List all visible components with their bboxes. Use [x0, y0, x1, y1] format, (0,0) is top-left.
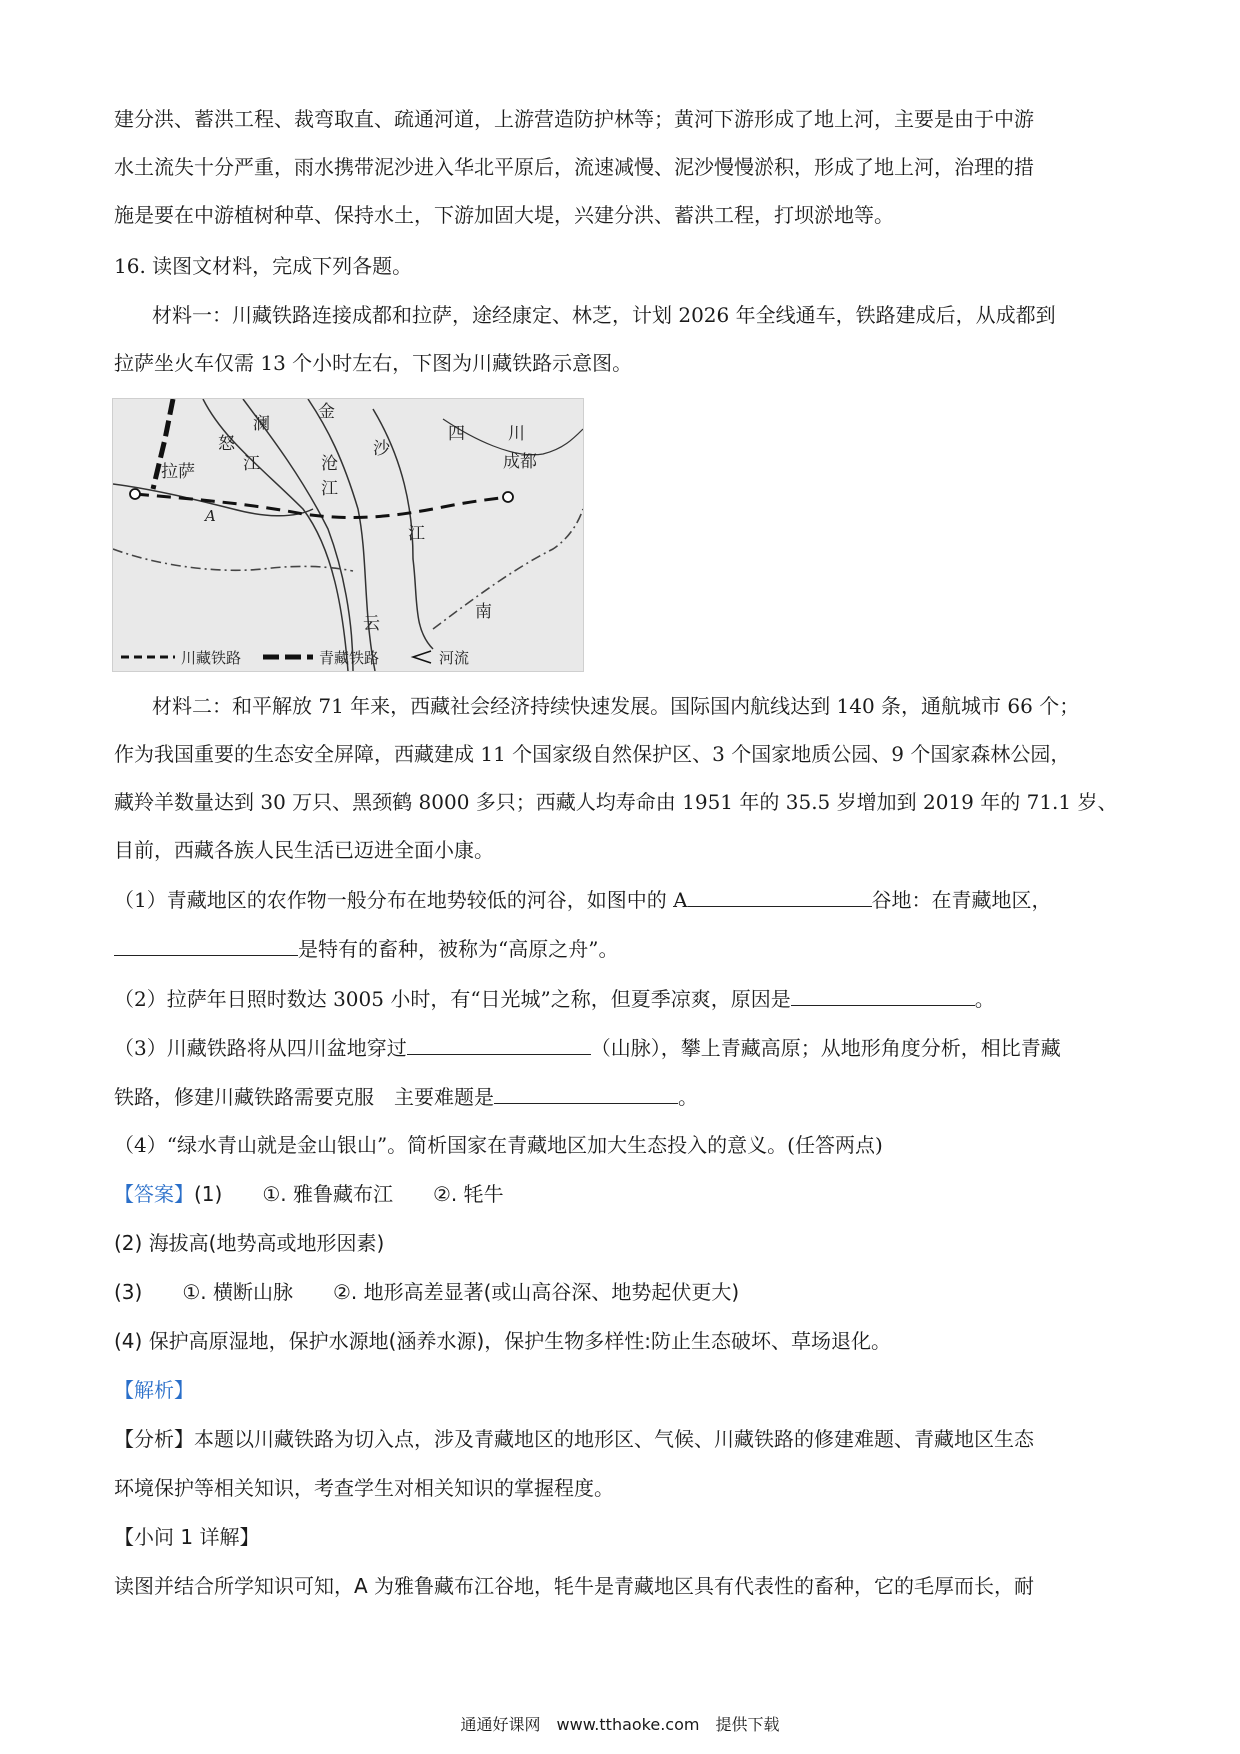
- river-lancang: [243, 399, 353, 671]
- q1-text-a: （1）青藏地区的农作物一般分布在地势较低的河谷，如图中的 A: [114, 888, 688, 912]
- intro-line-1: 建分洪、蓄洪工程、裁弯取直、疏通河道，上游营造防护林等；黄河下游形成了地上河，主要是由于中游: [114, 107, 1034, 131]
- boundary-xizang: [113, 549, 353, 571]
- q2-text-a: （2）拉萨年日照时数达 3005 小时，有“日光城”之称，但夏季凉爽，原因是: [114, 987, 791, 1011]
- q2-blank[interactable]: [791, 985, 975, 1006]
- boundary-yunnan: [433, 509, 583, 629]
- material2-line-2: 作为我国重要的生态安全屏障，西藏建成 11 个国家级自然保护区、3 个国家地质公园、9 个国家森林公园，: [114, 742, 1071, 766]
- label-lancang-3: 江: [321, 479, 338, 499]
- label-lancang-1: 澜: [253, 414, 270, 434]
- material1-line-2: 拉萨坐火车仅需 13 个小时左右，下图为川藏铁路示意图。: [114, 351, 633, 375]
- legend-chuanzang-label: 川藏铁路: [181, 649, 242, 667]
- label-nu-1: 怒: [218, 434, 235, 454]
- answer-tag: 【答案】: [114, 1182, 194, 1206]
- intro-line-3: 施是要在中游植树种草、保持水土，下游加固大堤，兴建分洪、蓄洪工程，打坝淤地等。: [114, 203, 894, 227]
- analysis-sub1-title: 【小问 1 详解】: [114, 1525, 260, 1549]
- q1-blank-2[interactable]: [114, 935, 298, 956]
- label-chengdu-1: 成都: [503, 452, 537, 472]
- q2-text-b: 。: [974, 987, 995, 1011]
- label-si: 四: [448, 424, 465, 444]
- answer-3: (3) ①. 横断山脉 ②. 地形高差显著(或山高谷深、地势起伏更大): [114, 1280, 740, 1304]
- lasa-city-marker: [130, 489, 140, 499]
- intro-line-2: 水土流失十分严重，雨水携带泥沙进入华北平原后，流速减慢、泥沙慢慢淤积，形成了地上河，治理的措: [114, 155, 1034, 179]
- q3-blank-1[interactable]: [407, 1034, 591, 1055]
- label-yun: 云: [363, 614, 380, 634]
- legend-river-symbol: [413, 651, 431, 663]
- material2-line-1: 材料二：和平解放 71 年来，西藏社会经济持续快速发展。国际国内航线达到 140 条，通航城市 66 个；: [152, 694, 1080, 718]
- q3-text-b: （山脉），攀上青藏高原；从地形角度分析，相比青藏: [590, 1036, 1061, 1060]
- question-title: 16. 读图文材料，完成下列各题。: [114, 254, 413, 278]
- analysis-fenxi-line-2: 环境保护等相关知识，考查学生对相关知识的掌握程度。: [114, 1476, 614, 1500]
- sichuan-tibet-railway-map: [112, 398, 584, 672]
- label-lancang-2: 沧: [321, 454, 338, 474]
- material2-line-3: 藏羚羊数量达到 30 万只、黑颈鹤 8000 多只；西藏人均寿命由 1951 年的 35.5 岁增加到 2019 年的 71.1 岁、: [114, 790, 1118, 814]
- legend-qingzang-label: 青藏铁路: [319, 649, 380, 667]
- answer-2: (2) 海拔高(地势高或地形因素): [114, 1231, 385, 1255]
- q3-blank-2[interactable]: [494, 1083, 678, 1104]
- label-nu-2: 江: [243, 454, 260, 474]
- material2-line-4: 目前，西藏各族人民生活已迈进全面小康。: [114, 838, 494, 862]
- q1-line-2: [114, 935, 618, 962]
- q3-line-2: [114, 1083, 698, 1110]
- q1-text-c: 是特有的畜种，被称为“高原之舟”。: [298, 937, 619, 961]
- q1-line-1: [114, 886, 1052, 913]
- answer-line-1: [114, 1181, 504, 1207]
- analysis-sub1-line-1: 读图并结合所学知识可知，A 为雅鲁藏布江谷地，牦牛是青藏地区具有代表性的畜种，它的毛厚而长，耐: [114, 1574, 1035, 1598]
- q2-line: [114, 985, 995, 1012]
- label-a: A: [205, 507, 216, 525]
- chengdu-city-marker: [503, 492, 513, 502]
- q1-text-b: 谷地：在青藏地区，: [871, 888, 1052, 912]
- label-sha: 沙: [373, 439, 390, 459]
- q4-line: （4）“绿水青山就是金山银山”。简析国家在青藏地区加大生态投入的意义。(任答两点): [114, 1133, 883, 1157]
- label-lasa: 拉萨: [161, 462, 195, 482]
- q3-line-1: [114, 1034, 1061, 1061]
- answer-1: (1) ①. 雅鲁藏布江 ②. 牦牛: [194, 1182, 504, 1206]
- map-svg: [113, 399, 583, 671]
- footer-source: 通通好课网 www.tthaoke.com 提供下载: [460, 1715, 780, 1734]
- q1-blank-1[interactable]: [688, 886, 872, 907]
- label-jin: 金: [318, 402, 335, 422]
- legend-river-label: 河流: [439, 649, 470, 667]
- q3-text-d: 。: [678, 1085, 698, 1109]
- q3-text-c: 铁路，修建川藏铁路需要克服 主要难题是: [114, 1085, 494, 1109]
- answer-4: (4) 保护高原湿地，保护水源地(涵养水源)，保护生物多样性:防止生态破坏、草场退化。: [114, 1329, 892, 1353]
- q3-text-a: （3）川藏铁路将从四川盆地穿过: [114, 1036, 407, 1060]
- label-jiang: 江: [408, 524, 425, 544]
- analysis-tag: 【解析】: [114, 1378, 194, 1402]
- label-nan: 南: [475, 602, 492, 622]
- label-chuan: 川: [508, 424, 525, 444]
- analysis-fenxi-line-1: 【分析】本题以川藏铁路为切入点，涉及青藏地区的地形区、气候、川藏铁路的修建难题、青藏地区生态: [114, 1427, 1034, 1451]
- material1-line-1: 材料一：川藏铁路连接成都和拉萨，途经康定、林芝，计划 2026 年全线通车，铁路建成后，从成都到: [152, 303, 1056, 327]
